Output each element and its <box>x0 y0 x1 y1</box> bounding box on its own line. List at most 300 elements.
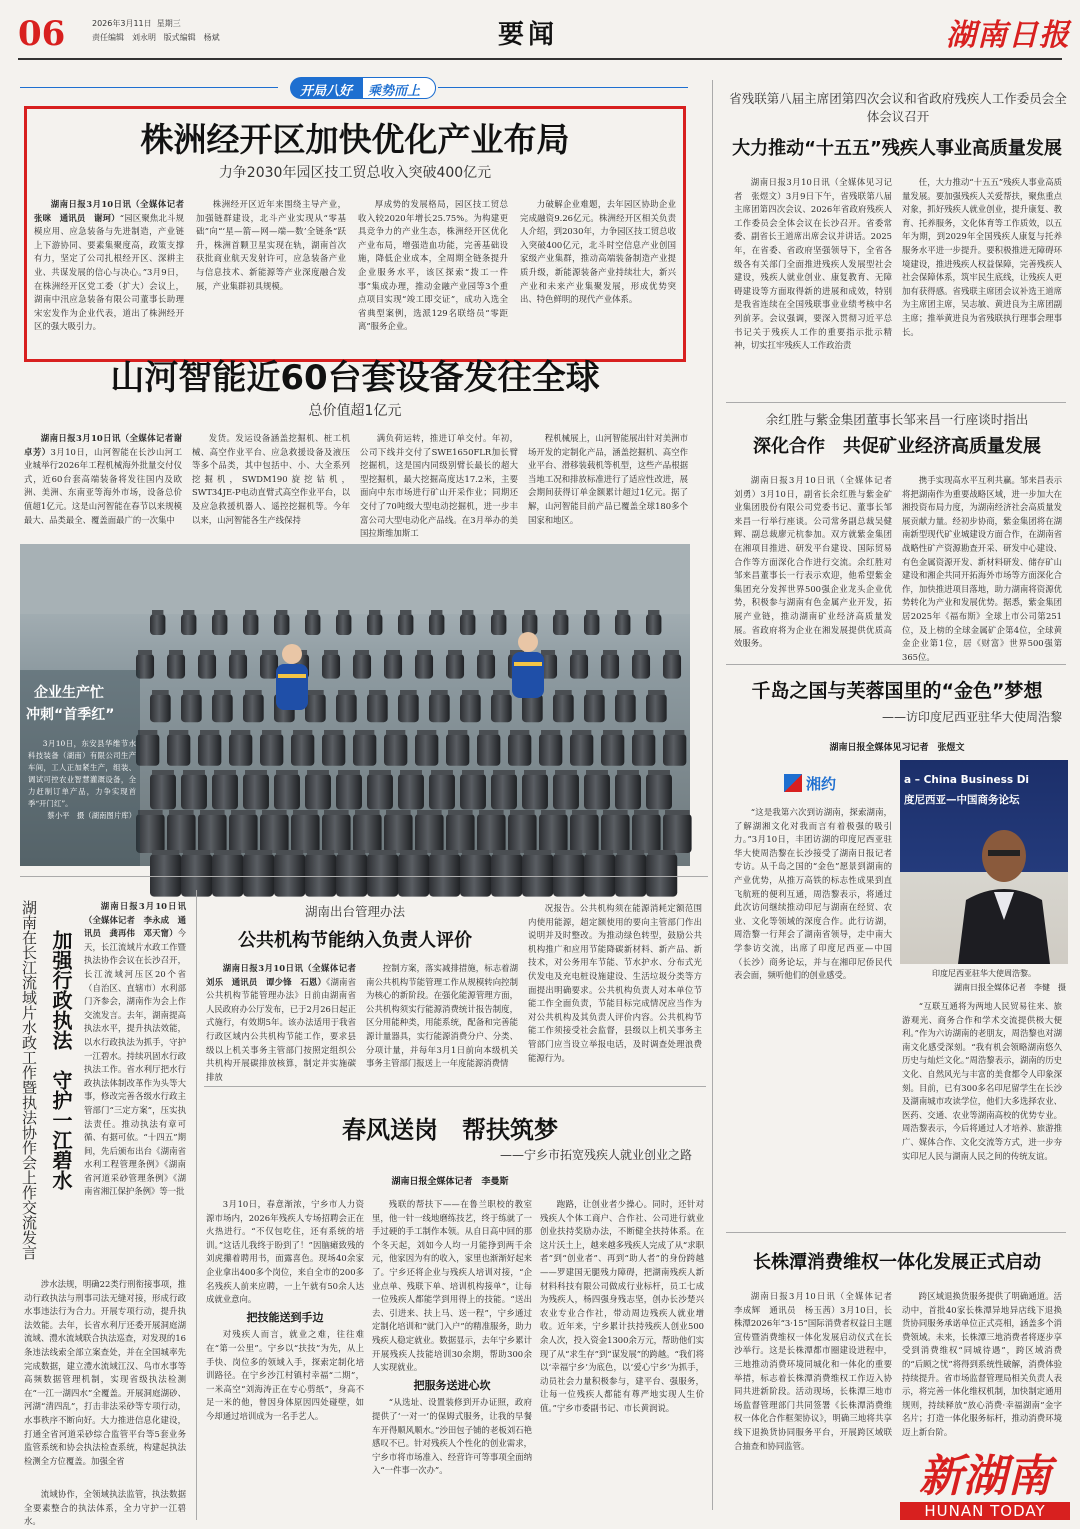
filter-drum <box>181 774 207 809</box>
right1-kicker <box>728 90 1068 126</box>
filter-drum <box>415 654 433 679</box>
story5-headline: 春风送岗 帮扶筑梦 <box>342 1115 558 1144</box>
filter-drum <box>367 614 382 635</box>
story3-col3 <box>24 1488 186 1527</box>
filter-drum <box>539 814 568 853</box>
filter-drum-cap <box>183 610 194 615</box>
filter-drum-cap <box>603 810 628 815</box>
filter-drum <box>522 694 543 722</box>
right1-divider <box>726 402 1066 403</box>
filter-drum-cap <box>617 690 634 695</box>
photo-caption-body <box>28 738 136 854</box>
right3-col1 <box>734 806 892 1226</box>
filter-drum-cap <box>510 810 535 815</box>
watermark-cn: 新湖南 <box>919 1451 1051 1502</box>
filter-drum-cap <box>262 730 281 735</box>
story3-col1-text: 今天，长江流域片水政工作暨执法协作会议在长沙召开，长江流域河压区20个省（自治区、直辖市）水利部门齐参会，湖南作为会上作交流发言。去年，湖南提高执法水平，提升执法效能，以水行政执法为抓手，守护一江碧水。持续巩固水行政执法工作。省水利厅把水行政执法体制改革作为头等大事，修改完善各级水行政主管部门“三定方案”，压实执法责任。推动执法有章可循、有据可依。“十四五”期间，先后颁布出台《湖南省水利工程管理条例》《湖南省河道采砂管理条例》《湖南省湘江保护条例》等一批 <box>84 928 186 1197</box>
filter-drum <box>429 694 450 722</box>
filter-drum <box>446 734 469 766</box>
banner-line-right <box>438 87 688 88</box>
story3-col2 <box>24 1278 186 1484</box>
filter-drum-cap <box>634 730 653 735</box>
right2-kicker: 余红胜与紫金集团董事长邹来昌一行座谈时指出 <box>765 412 1029 427</box>
right1-col1 <box>734 176 892 394</box>
right3-col2 <box>902 1000 1062 1226</box>
filter-drum <box>291 734 314 766</box>
worker-2 <box>512 632 544 698</box>
hunan-today-watermark <box>900 1440 1070 1526</box>
filter-drum <box>460 774 486 809</box>
filter-drum-cap <box>369 690 386 695</box>
filter-drum-cap <box>586 770 608 775</box>
filter-drum <box>243 614 258 635</box>
filter-drum-cap <box>231 650 245 655</box>
filter-drum-cap <box>369 610 380 615</box>
filter-drum <box>150 774 176 809</box>
filter-drum <box>398 774 424 809</box>
filter-drum-cap <box>355 810 380 815</box>
filter-drum <box>615 694 636 722</box>
filter-drum-cap <box>338 850 365 855</box>
filter-drum <box>632 654 650 679</box>
filter-drum-cap <box>231 730 250 735</box>
filter-drum-cap <box>231 810 256 815</box>
filter-drum-cap <box>152 690 169 695</box>
filter-drum <box>243 694 264 722</box>
filter-drum-cap <box>262 810 287 815</box>
filter-drum-cap <box>386 810 411 815</box>
story3-vertical-headline <box>46 930 76 1260</box>
story4-divider <box>204 1086 706 1087</box>
filter-drum <box>491 774 517 809</box>
story3-col3-text: 流域协作，全领域执法监管，执法数据全要素整合的执法体系，全力守护一江碧水。 <box>24 1489 186 1527</box>
filter-drum-cap <box>262 650 276 655</box>
filter-drum-cap <box>572 810 597 815</box>
filter-drum <box>460 614 475 635</box>
filter-drum-cap <box>603 650 617 655</box>
filter-drum-cap <box>648 610 659 615</box>
filter-drum <box>260 814 289 853</box>
right4-col1-text: 湖南日报3月10日讯（全媒体记者 李成辉 通讯员 杨玉茜）3月10日，长株潭2026年“3·15”国际消费者权益日主题宣传暨消费维权一体化发展启动仪式在长沙举行。这是长株潭都市圈建设进程中，三地推动消费环境同城化和一体化的重要举措，标志着长株潭消费维权工作迈入协同共进新阶段。活动现场，长株潭三地市场监督管理部门共同签署《长株潭消费维权一体化合作框架协议》，明确三地将共享线下退换货协同服务平台，开展跨区域联合抽查和协同监管。 <box>734 1291 901 1451</box>
story4-col2-text: 控制方案，落实减排措施，标志着湖南公共机构节能管理工作从规模转向控制为核心的新阶段。在强化能源管理方面，公共机构须实行能源消费统计报告制度，区分用能种类，用能系统，配备和完善能源计量器具，实行能源消费分户、分类、分项计量，并每年3月1日前向本级机关事务主管部门报送上一年度能源消费情 <box>366 963 518 1069</box>
right2-divider <box>726 664 1066 665</box>
campaign-banner <box>20 76 688 100</box>
story1-col4-text: 力破解企业难题，去年园区协助企业完成融资9.26亿元。株洲经开区相关负责人介绍，到2030年，力争园区技工贸总收入突破400亿元，北斗时空信息产业创国家级产业集群，推动高端装备制造产业提质升级，新能源装备产业持续壮大，新兴产业和未来产业集聚发展，形成优势突出、特色鲜明的现代产业体系。 <box>520 199 676 305</box>
story5-col3-text: 跑路，让创业者少操心。同时，还针对残疾人个体工商户、合作社、公司进行就业创业扶持奖励办法，不断健全扶持体系。在这片沃土上，越来越多残疾人完成了从“求职者”到“创业者”、再到“助人者”的身份跨越——罗建国无腿残力障碍，把湖南残疾人新材料科技有限公司做成行业标杆，员工七成为残疾人，杨四强身残志坚，创办长沙楚兴农业专业合作社，带动周边残疾人就业增收。近年来，宁乡累计扶持残疾人创业500余人次，投入资金1300余万元，帮助他们实现了从“求生存”到“谋发展”的跨越。“我们将以‘幸福宁乡’为底色，以‘爱心宁乡’为抓手，动员社会力量积极参与，建平台、强服务，让每一位残疾人都能有尊严地实现人生价值。”宁乡市委副书记、市长黄润说。 <box>540 1199 704 1413</box>
right3-divider <box>726 1232 1066 1233</box>
filter-drum <box>384 734 407 766</box>
filter-drum-cap <box>603 730 622 735</box>
story5-col2 <box>372 1198 532 1520</box>
filter-drum-cap <box>493 770 515 775</box>
story5-col1-text: 3月10日，春意渐浓，宁乡市人力资源市场内，2026年残疾人专场招聘会正在火热进行。“不仅包吃住，还有系统的培训。”这话儿我终于盼到了！”因脑瘫致残的刘虎攥着聘用书，面露喜色。现场40余家企业拿出400多个岗位，来自全市的200多名残疾人前来应聘，一上午就有50余人达成就业意向。 <box>206 1199 364 1305</box>
story3-vertical-headline-text: 加强行政执法 守护一江碧水 <box>49 930 73 1190</box>
right1-col2 <box>902 176 1062 394</box>
filter-drum-cap <box>183 770 205 775</box>
story2-col2-text: 发货。发运设备涵盖挖掘机、桩工机械、高空作业平台、应急救援设备及液压等多个品类，其中包括中、小、大全系列挖掘机，SWDM190旋挖钻机，SWT34JE-P电动直臂式高空作业平台，以及应急救援机器人、遥控挖掘机等。今年以来，山河智能各生产线保持 <box>192 433 350 525</box>
story1-headline: 株洲经开区加快优化产业布局 <box>140 120 570 159</box>
filter-drum-cap <box>572 730 591 735</box>
story1-col2-text: 株洲经开区近年来围绕主导产业，加强链群建设，北斗产业实现从“零基础”向“‘星—箭—网—端—数’全链条”跃升，株洲首颗卫星实现在轨，湖南首次获批商业航天发射许可，应急装备产业与信息技术、新能源等产业深度融合发展，产业集群初具规模。 <box>196 199 346 291</box>
header-designer: 版式编辑 杨斌 <box>163 33 220 42</box>
filter-drum <box>584 694 605 722</box>
filter-drum <box>491 614 506 635</box>
filter-drum <box>353 734 376 766</box>
filter-drum <box>415 734 438 766</box>
filter-drum <box>553 774 579 809</box>
filter-drum-cap <box>355 650 369 655</box>
filter-drum-cap <box>462 770 484 775</box>
filter-drum-cap <box>338 610 349 615</box>
right3-headline: 千岛之国与芙蓉国里的“金色”梦想 <box>751 680 1043 702</box>
filter-drum <box>229 814 258 853</box>
filter-drum-cap <box>617 610 628 615</box>
right3-col1-text: “这是我第六次到访湖南，探索湖南，了解湖湘文化对我而言有着极强的吸引力。”3月10日，丰团访湖的印度尼西亚驻华大使周浩黎在长沙接受了湖南日报记者专访。从千岛之国的“金色”愿景到湖南的产业优势，从推万高铁的标志性成果到直飞航班的便利互通，周浩黎表示，将通过此次访问继续推动印尼与湖南在经贸、农业、文化等领域的深度合作。此行访湖，周浩黎一行拜会了湖南省领导，走中南大学参访交流，出席了印度尼西亚—中国（长沙）商务论坛，并与在湘印尼侨民代表会面，频听他们的创业感受。 <box>734 807 892 981</box>
filter-drum-cap <box>493 850 520 855</box>
story2-col2 <box>192 432 350 540</box>
filter-drum-cap <box>138 730 157 735</box>
filter-drum-cap <box>276 610 287 615</box>
banner-pill <box>290 77 436 99</box>
filter-drum <box>584 614 599 635</box>
filter-drum-cap <box>648 690 665 695</box>
story5-subsection-2: 把服务送进心坎 <box>413 1378 491 1392</box>
filter-drum-cap <box>634 650 648 655</box>
photo-credit: 蔡小平 摄（湖南图片库） <box>47 811 136 820</box>
filter-drum-cap <box>355 730 374 735</box>
filter-drum-cap <box>152 610 163 615</box>
filter-drum-cap <box>524 610 535 615</box>
filter-drum-cap <box>665 650 679 655</box>
story4-col3-text: 况报告。公共机构须在能源消耗定额范围内使用能源，超定额使用的要向主管部门作出说明并及时整改。为推动绿色转型，鼓励公共机构推广和应用节能降碳新材料、新产品、新技术，对公务用车节能、节水护水、分布式光伏发电及充电桩设施建设、生活垃圾分类等方面提出明确要求。公共机构负责人对本单位节能工作全面负责，节能目标完成情况应当作为对公共机构及其负责人评价内容。公共机构节能工作须接受社会监督，县级以上机关事务主管部门应当设立举报电话，及时调查处理浪费能源行为。 <box>528 903 702 1063</box>
filter-drum <box>336 614 351 635</box>
filter-drum <box>384 814 413 853</box>
filter-drum-cap <box>200 730 219 735</box>
xiangyue-logo-text: 湘约 <box>806 775 837 793</box>
filter-drum-cap <box>400 770 422 775</box>
filter-drum-cap <box>617 770 639 775</box>
story2-col1-text: 3月10日，山河智能在长沙山河工业城举行2026年工程机械海外批量交付仪式，近60台套高端装备将发往国内及欧洲、美洲、东南亚等海外市场，设备总价值超1亿元。这是山河智能在春节以来规模最大、品类最全、覆盖面最广的一次集中 <box>24 446 183 525</box>
story5-subhead: ——宁乡市拓宽残疾人就业创业之路 <box>499 1148 692 1162</box>
photo-caption-text: 3月10日，东安县华维节水科技装备（湖南）有限公司生产车间，工人正加紧生产，组装、调试可控农业智慧灌溉设备，全力赶制订单产品，力争实现首季“开门红”。 <box>28 739 136 808</box>
filter-drum <box>305 774 331 809</box>
right3-subhead: ——访印度尼西亚驻华大使周浩黎 <box>881 710 1062 724</box>
xiangyue-logo-mark <box>784 774 802 792</box>
filter-drum <box>150 614 165 635</box>
story2-subhead: 总价值超1亿元 <box>308 403 402 419</box>
filter-drum-cap <box>448 730 467 735</box>
header-weekday: 星期三 <box>156 19 181 28</box>
filter-drum <box>353 654 371 679</box>
right4-col1 <box>734 1290 901 1520</box>
filter-drum-cap <box>152 850 179 855</box>
filter-drum-cap <box>524 770 546 775</box>
filter-drum-cap <box>369 850 396 855</box>
filter-drum <box>322 734 345 766</box>
right1-col1-text: 湖南日报3月10日讯（全媒体见习记者 张煜文）3月9日下午，省残联第八届主席团第四次会议、2026年省政府残疾人工作委员会全体会议在长沙召开。省委常委、副省长王道席出席会议并讲话。2025年，在省委、省政府坚强领导下，全省各级各有关部门全面推进残疾人发展型社会建设，残疾人就业创业、康复教育、无障碍建设等方面取得新的进展和成效，特别是我省连续在全国残联事业业绩考核中名列前茅。会议强调，要深入贯彻习近平总书记关于残疾人工作的重要指示批示精神，切实扛牢残疾人工作政治责 <box>734 177 892 351</box>
filter-drum <box>570 734 593 766</box>
filter-drum <box>322 814 351 853</box>
filter-drum-cap <box>338 770 360 775</box>
filter-drum <box>570 654 588 679</box>
filter-drum-cap <box>276 850 303 855</box>
filter-drum <box>429 614 444 635</box>
right1-headline: 大力推动“十五五”残疾人事业高质量发展 <box>732 138 1062 159</box>
filter-drum-cap <box>307 770 329 775</box>
filter-drum <box>181 694 202 722</box>
filter-drum-cap <box>572 650 586 655</box>
filter-drum <box>508 734 531 766</box>
filter-drum <box>415 814 444 853</box>
filter-drum-cap <box>462 690 479 695</box>
right3-col2-text: “互联互通将为两地人民贸易往来、旅游观光、商务合作和学术交流提供极大便利。”作为六访湖南的老朋友，周浩黎也对湖南文化感受深刻。“我有机会领略湖南悠久历史与灿烂文化。”周浩黎表示，湖南的历史文化、自然风光与丰富的美食都令人印象深刻。目前，已有300多名印尼留学生在长沙及湖南城市攻读学位，他们大多选择农业、医药、交通、农业等湖南高校的优势专业。周浩黎表示，今后将通过人才培养、旅游推广、媒体合作、文化交流等方式，进一步夯实印尼人民与湖南人民之间的传统友谊。 <box>902 1001 1062 1161</box>
filter-drum <box>367 774 393 809</box>
filter-drum <box>477 814 506 853</box>
filter-drum <box>632 734 655 766</box>
ambassador-photo-banner-1: a – China Business Di <box>904 774 1030 786</box>
story2-col3 <box>360 432 518 540</box>
story3-divider <box>196 890 197 1520</box>
filter-drum-cap <box>431 770 453 775</box>
ambassador-figure <box>900 760 1068 964</box>
filter-drum <box>508 814 537 853</box>
filter-drum <box>553 614 568 635</box>
factory-photo <box>20 544 690 866</box>
filter-drum-cap <box>510 730 529 735</box>
filter-drum-cap <box>386 650 400 655</box>
filter-drum <box>229 734 252 766</box>
story5-col2-text: 残联的帮扶下——在鲁兰职校的教室里，他一针一线地磨练技艺，终于练就了一手过硬的手工制作本领。从自日高中回的那个冬天起，刘如今人均一月能挣到两千余元，他家因为有的收入，家里也渐渐好起来了。宁乡还将企业与残疾人培训对接，“企业点单、残联下单、培训机构接单”，让每一位残疾人都能学到用得上的技能。“送出去、引进来、扶上马、送一程”，宁乡通过定制化培训和“就门入户”的精准服务，助力残疾人稳定就业。数据显示，去年宁乡累计开展残疾人技能培训30余期，帮助300余人实现就业。 <box>372 1199 532 1373</box>
ambassador-photo-credit: 湖南日报全媒体记者 李健 摄 <box>954 983 1066 992</box>
filter-drum <box>570 814 599 853</box>
filter-drum-cap <box>276 770 298 775</box>
story4-dateline: 湖南日报3月10日讯（全媒体记者 刘乐 通讯员 谭少锋 石恩） <box>206 963 365 987</box>
filter-drum <box>167 654 185 679</box>
right2-col1 <box>734 474 901 649</box>
filter-drum-cap <box>324 730 343 735</box>
filter-drum-cap <box>555 770 577 775</box>
filter-drum-cap <box>541 730 560 735</box>
filter-drum <box>663 814 692 853</box>
story3-vertical-kicker-text: 湖南在长江流域片水政工作暨执法协作会上作交流发言 <box>20 900 38 1260</box>
filter-drum <box>477 734 500 766</box>
photo-caption-title-1: 企业生产忙 <box>34 685 104 701</box>
story2-dateline: 湖南日报3月10日讯（全媒体记者谢卓芳） <box>24 433 182 457</box>
story2-headline: 山河智能近60台套设备发往全球 <box>110 358 600 398</box>
filter-drum <box>353 814 382 853</box>
page-header <box>0 0 1080 62</box>
bottom-top-rule <box>20 876 708 877</box>
story4-kicker: 湖南出台管理办法 <box>304 904 405 919</box>
header-editors <box>92 32 220 43</box>
filter-drum <box>336 774 362 809</box>
story5-col2b-text: “从选址、设置装修到开办证照，政府提供了‘一对一’的保姆式服务，让我的早餐车开得顺风顺水。”沙田包子铺的老板刘石艳感叹不已。针对残疾人个性化的创业需求，宁乡市将市场准入、经营许可等事项全面纳入“一件事一次办”。 <box>372 1397 532 1476</box>
filter-drum-cap <box>541 650 555 655</box>
right2-col2 <box>902 474 1062 662</box>
filter-drum <box>274 774 300 809</box>
filter-drum <box>601 654 619 679</box>
right-column-divider <box>712 80 713 1510</box>
filter-drum <box>632 814 661 853</box>
filter-drum <box>167 734 190 766</box>
filter-drum-cap <box>169 650 183 655</box>
filter-drum-cap <box>617 850 644 855</box>
filter-drum <box>398 614 413 635</box>
story4-col1 <box>206 962 365 1082</box>
filter-drum <box>446 814 475 853</box>
filter-drum-cap <box>307 690 324 695</box>
story2-col3-text: 满负荷运转，推进订单交付。年初，公司下线并交付了SWE1650FLR加长臂挖掘机，这是国内同级别臂长最长的超大型挖掘机，最大挖掘高度达17.2米，主要面向中东市场进行矿山开采作业；同期还交付了70吨级大型电动挖掘机，进一步丰富公司大型电动化产品线。在3月举办的美国拉斯维加斯工 <box>360 433 518 539</box>
filter-drum <box>384 654 402 679</box>
watermark-en: HUNAN TODAY <box>900 1502 1070 1520</box>
filter-drum <box>646 614 661 635</box>
story1-col2 <box>196 198 346 354</box>
filter-drum <box>615 614 630 635</box>
filter-drum-cap <box>307 610 318 615</box>
story2-col1 <box>24 432 182 540</box>
filter-drum-cap <box>152 770 174 775</box>
filter-drum <box>601 734 624 766</box>
filter-drum-cap <box>648 850 675 855</box>
right1-col2-text: 任，大力推动“十五五”残疾人事业高质量发展。要加强残疾人关爱帮扶，聚焦重点对象，抓好残疾人就业创业，提升康复、教育、托养服务，文化体育等工作质效，以五年为期，到2029年全国残疾人康复与托养服务水平进一步提升。要积极推进无障碍环境建设，推进残疾人权益保障，完善残疾人社会保障体系，筑牢民生底线，让残疾人更加有获得感。省残联主席团会议补选王道席为主席团主席，吴志敏、黄进良为主席团副主席；推举黄进良为省残联执行理事会理事长。 <box>902 177 1062 337</box>
filter-drum-cap <box>183 850 210 855</box>
filter-drum-cap <box>214 850 241 855</box>
right1-kicker-text: 省残联第八届主席团第四次会议和省政府残疾人工作委员会全体会议召开 <box>729 91 1067 124</box>
filter-drum-cap <box>245 770 267 775</box>
banner-line-left <box>20 87 278 88</box>
filter-drum-cap <box>307 850 334 855</box>
story5-byline: 湖南日报全媒体记者 李曼斯 <box>391 1177 509 1187</box>
header-editor: 责任编辑 刘永明 <box>92 33 156 42</box>
filter-drum <box>460 694 481 722</box>
filter-drum-cap <box>648 770 670 775</box>
filter-drum <box>198 654 216 679</box>
filter-drum-cap <box>555 850 582 855</box>
filter-drum <box>615 774 641 809</box>
page-number: 06 <box>18 14 66 54</box>
filter-drum-cap <box>138 650 152 655</box>
banner-right-text: 乘势而上 <box>368 84 421 99</box>
filter-drum <box>150 694 171 722</box>
filter-drum <box>198 734 221 766</box>
story4-col3 <box>528 902 702 1076</box>
filter-drum-cap <box>479 730 498 735</box>
filter-drum <box>212 694 233 722</box>
header-rule <box>18 58 1062 60</box>
filter-drum <box>646 694 667 722</box>
filter-drum-cap <box>293 810 318 815</box>
filter-drum-cap <box>665 810 690 815</box>
filter-drum <box>322 654 340 679</box>
ambassador-photo-caption: 印度尼西亚驻华大使周浩黎。 <box>932 969 1036 978</box>
filter-drum-cap <box>479 810 504 815</box>
filter-drum <box>260 654 278 679</box>
story1-col4 <box>520 198 676 354</box>
filter-drum <box>663 734 686 766</box>
right2-headline: 深化合作 共促矿业经济高质量发展 <box>753 436 1041 457</box>
filter-drum-cap <box>493 610 504 615</box>
story1-subhead: 力争2030年园区技工贸总收入突破400亿元 <box>218 165 492 181</box>
story3-col1 <box>84 900 186 1274</box>
story5-col1b-text: 对残疾人而言，就业之难，往往难在“第一公里”。宁乡以“扶技”为先，从上手快、岗位多的领域入手，探索定制化培训路径。在宁乡沙江村镇村幸福“二期”，一米高空“刘海涛正在专心剪纸”，身高不足一米的他，曾因身体原因四处碰壁，如今却通过培训成为一名手艺人。 <box>206 1329 364 1421</box>
filter-drum <box>274 614 289 635</box>
filter-drum-cap <box>293 730 312 735</box>
header-date-text: 2026年3月11日 <box>92 19 152 28</box>
filter-drum-cap <box>431 610 442 615</box>
filter-drum-cap <box>431 850 458 855</box>
story1-col1-text: “园区聚焦北斗规模应用、应急装备与先进制造，产业链上下游协同、要素集聚度高，政策支撑有力，坚定了公司扎根经开区、深耕主业、共谋发展的信心与决心。”3月9日，在株洲经开区党工委（扩大）会议上，湖南中汛应急装备有限公司董事长助理宋宏发作为企业代表，道出了株洲经开区的强大吸引力。 <box>34 212 185 332</box>
filter-drum-cap <box>462 610 473 615</box>
filter-drum <box>663 654 681 679</box>
filter-drum-cap <box>245 610 256 615</box>
story3-col2-text: 涉水法规，明确22类行刑衔接事项，推动行政执法与刑事司法无缝对接，形成行政水事违法行为合力。开展专项行动，提升执法效能。去年，长省水利厅还委开展洞庭湖流域、澧水流域联合执法巡查，对发现的16条违法线索全部立案查处，并在全国城率先完成数据，建立澧水流域江汉、鸟市水事等高频数据管理机制，实现省级执法检测在“一江一湖四水”全覆盖。开展洞庭湖砂、河湖“清四乱”，打击非法采砂等专项行动，水事秩序不断向好。大力推进信息化建设，打通全省河道采砂综合监管平台等5套业务监管系统和协会执法检查系统，构建起执法检测全方位覆盖。加强全省 <box>24 1279 186 1466</box>
story4-col1-text: 《湖南省公共机构节能管理办法》日前由湖南省人民政府办公厅发布，已于2月26日起正式施行，有效期5年。该办法适用于我省行政区域内公共机构节能工作，要求县级以上机关事务主管部门按照定组织公共机构开展碳排放核算，制定并实施碳排放 <box>206 976 357 1082</box>
filter-drum-cap <box>417 810 442 815</box>
header-date <box>92 18 181 29</box>
filter-drum-cap <box>417 650 431 655</box>
photo-caption-title-2: 冲刺“首季红” <box>26 707 115 723</box>
filter-drum <box>260 734 283 766</box>
right4-col2 <box>902 1290 1062 1440</box>
right3-byline: 湖南日报全媒体见习记者 张煜文 <box>829 743 965 753</box>
story2-col4-text: 程机械展上，山河智能展出针对美洲市场开发的定制化产品，涵盖挖掘机、高空作业平台、滑移装载机等机型，这些产品根据当地工况和排放标准进行了适应性改进，展会期间获得订单金额累计超过1亿元。据了解，山河智能目前产品已覆盖全球180多个国家和地区。 <box>528 433 688 525</box>
filter-drum-cap <box>245 690 262 695</box>
filter-drum <box>584 774 610 809</box>
filter-drum <box>136 814 165 853</box>
filter-drum-cap <box>448 650 462 655</box>
story1-dateline: 湖南日报3月10日讯（全媒体记者张咪 通讯员 谢珂） <box>34 199 184 223</box>
filter-drum-cap <box>214 770 236 775</box>
filter-drum-cap <box>524 850 551 855</box>
filter-drum <box>367 694 388 722</box>
filter-drum-cap <box>169 730 188 735</box>
filter-drum-cap <box>431 690 448 695</box>
story1-col3 <box>358 198 508 354</box>
filter-drum <box>646 774 672 809</box>
filter-drum <box>553 694 574 722</box>
filter-drum-cap <box>183 690 200 695</box>
filter-drum-cap <box>324 650 338 655</box>
filter-drum-cap <box>493 690 510 695</box>
story4-headline: 公共机构节能纳入负责人评价 <box>238 930 472 951</box>
filter-drum-cap <box>214 610 225 615</box>
right2-col2-text: 携手实现高水平互利共赢。邹来昌表示将把湖南作为重要战略区域，进一步加大在湘投资布局力度，为湖南经济社会高质量发展贡献力量。经初步协商，紫金集团将在湖南新型现代矿业城建设方面合作，在湖南省战略性矿产资源勘查开采、研发中心建设、有色金属资源开发、新材料研发、储存矿山建设和湘企共同开拓海外市场等方面深化合作，加快推进项目落地，助力湖南将资源优势转化为产业和发展优势。据悉，紫金集团居2025年《福布斯》全球上市公司第251位，及上榜的全球金属矿企第4位，全球黄金企业第1位，居《财富》世界500强第365位。 <box>902 475 1062 662</box>
right4-col2-text: 跨区域退换货服务提供了明确通道。活动中，首批40家长株潭异地异店线下退换货协同服务承诺单位正式亮相，涵盖多个消费领域。未来，长株潭三地消费者将逐步享受到消费维权“同城待遇”，跨区域消费的“后顾之忧”将得到系统性破解，消费体验持续提升。省市场监督管理局相关负责人表示，将完善一体化维权机制，加快制定通用规则，持续释放“放心消费·幸福湖南”金字名片；打造一体化服务标杆，推动消费环境迈上新台阶。 <box>902 1291 1062 1437</box>
filter-drum <box>429 774 455 809</box>
story1-col3-text: 厚成势的发展格局，园区技工贸总收入较2020年增长25.75%。为构建更具竞争力的产业生态，株洲经开区优化产业布局，增强造血功能，完善基础设施，降低企业成本，全周期全链条提升企业服务水平，该区探索“拨工一件事”集成办理，推动金融产业园等3个重点项目实现“竣工即交证”，成功入选全省典型案例，选派129名联络员“零距离”服务企业。 <box>358 199 508 332</box>
story3-vertical-kicker <box>18 900 40 1260</box>
filter-drum <box>212 774 238 809</box>
filter-drum <box>305 614 320 635</box>
right2-col1-text: 湖南日报3月10日讯（全媒体记者 刘勇）3月10日，副省长余红胜与紫金矿业集团股份有限公司党委书记、董事长邹来昌一行举行座谈。公司常务副总裁吴健辉、副总裁廖元杭参加。双方就紫金集团在湘项目推进、研发平台建设、国际贸易合作等方面深化合作进行交流。余红胜对邹来昌董事长一行表示欢迎，他希望紫金集团充分发挥世界500强企业龙头企业优势，积极参与湖南有色金属产业开发，拓展产业链，推动湖南矿业经济高质量发展。省政府将为企业在湘发展提供优质高效服务。 <box>734 475 901 649</box>
filter-drum-cap <box>324 810 349 815</box>
filter-drum-cap <box>586 690 603 695</box>
filter-drum-cap <box>586 610 597 615</box>
filter-drum <box>522 614 537 635</box>
ambassador-photo <box>900 760 1068 964</box>
filter-drum-cap <box>200 650 214 655</box>
filter-drum-cap <box>369 770 391 775</box>
story2-col4 <box>528 432 688 540</box>
ambassador-photo-banner-2: 度尼西亚—中国商务论坛 <box>904 794 1020 806</box>
filter-drum <box>167 814 196 853</box>
banner-left-text: 开局八好 <box>300 84 353 99</box>
filter-drum-cap <box>462 850 489 855</box>
story3-dateline: 湖南日报3月10日讯（全媒体记者 李永成 通讯员 龚再伟 邓天甯） <box>84 901 186 939</box>
filter-drum-cap <box>214 690 231 695</box>
filter-drum <box>305 694 326 722</box>
filter-drum-cap <box>665 730 684 735</box>
